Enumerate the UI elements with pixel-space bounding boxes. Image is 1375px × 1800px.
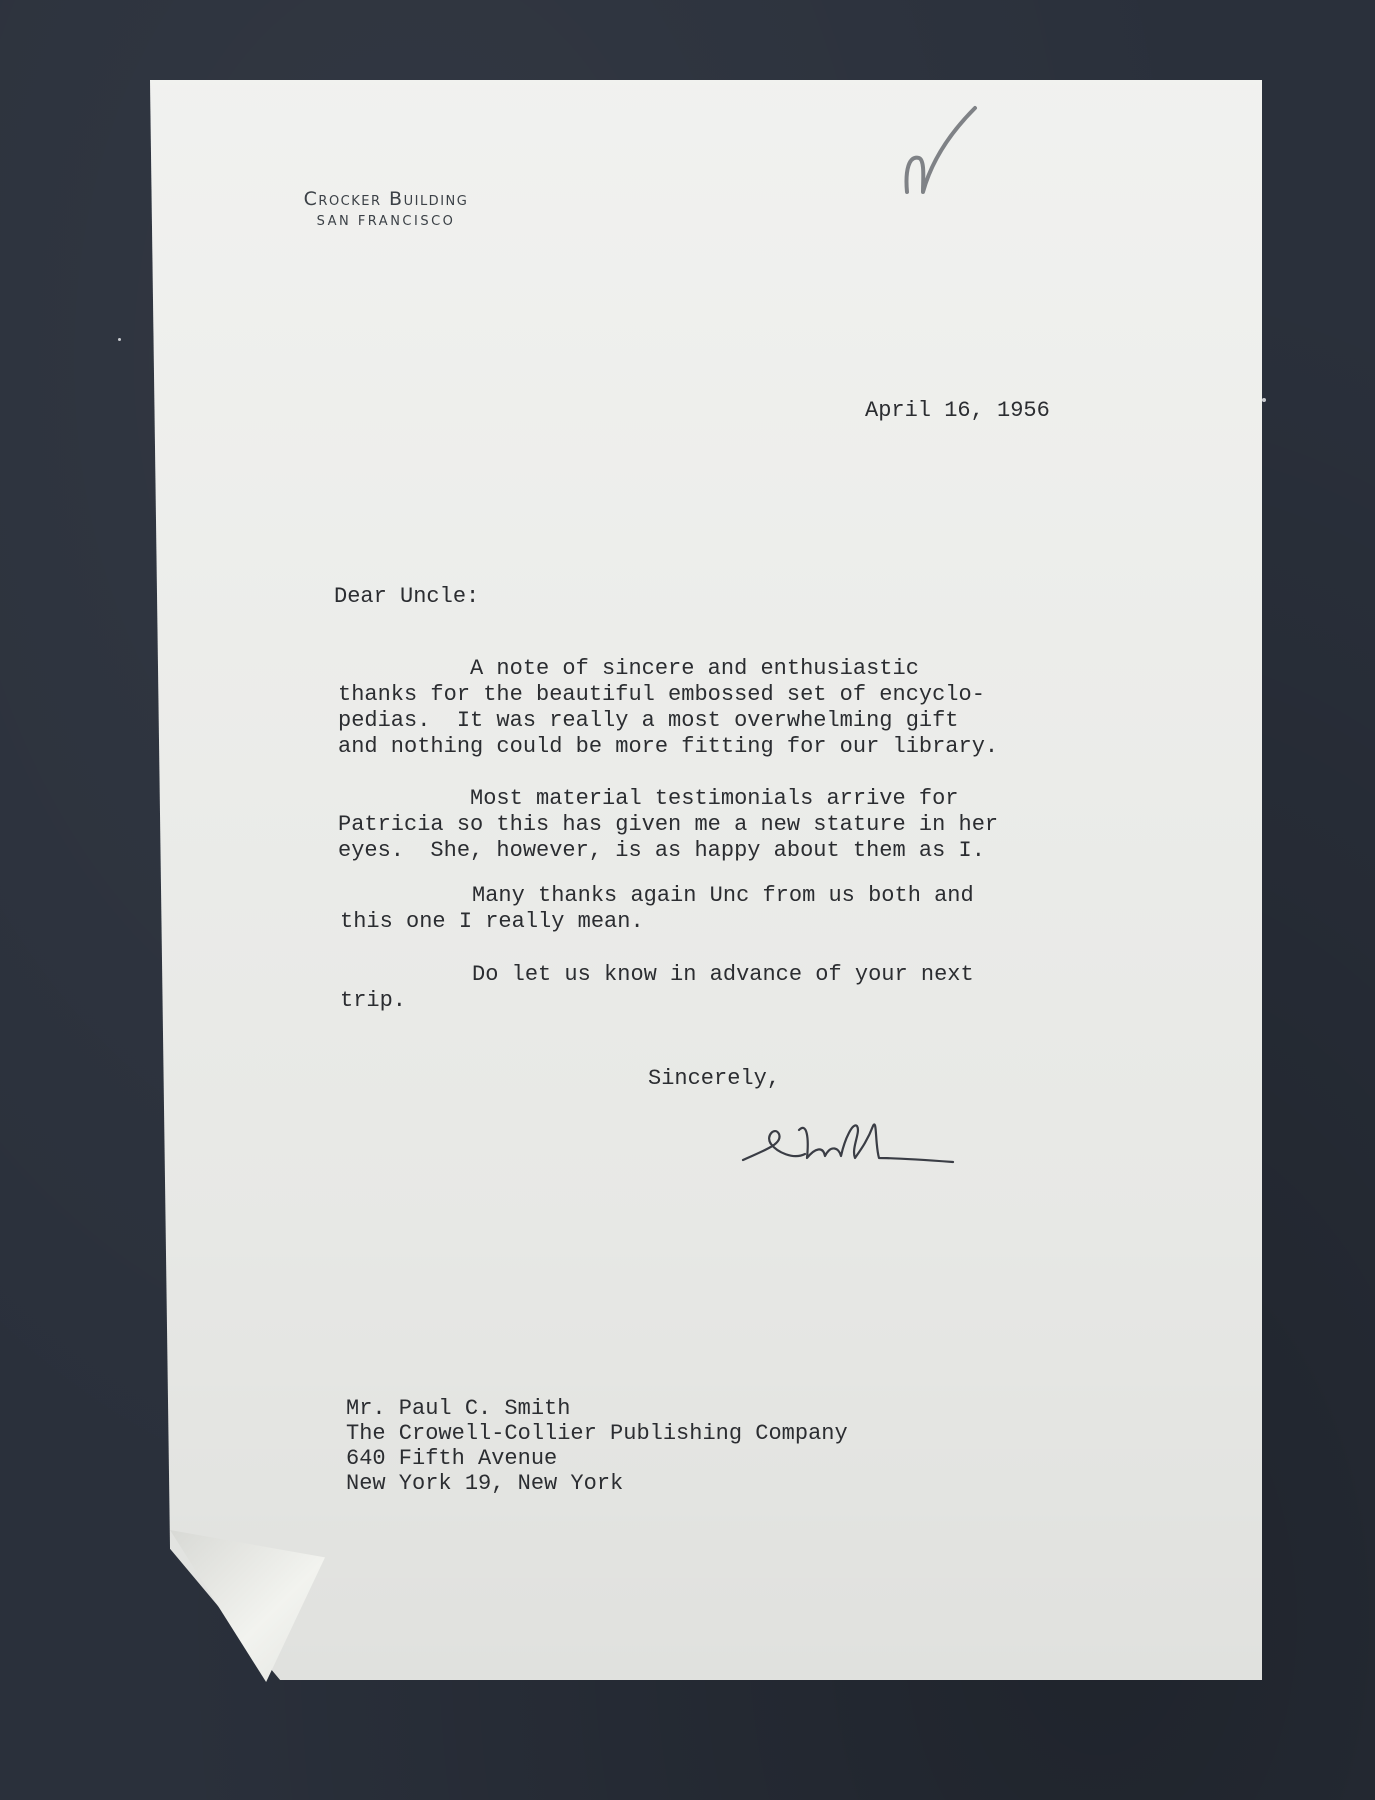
paragraph: A note of sincere and enthusiastic thanks for the beautiful embossed set of encyclo- pedias. It was really a most overwhelming gift and nothing could be more fitting for our library. — [338, 656, 999, 759]
paragraph: Do let us know in advance of your next trip. — [340, 962, 974, 1013]
paragraph: Most material testimonials arrive for Patricia so this has given me a new stature in her eyes. She, however, is as happy about them as I. — [338, 786, 999, 863]
letterhead-building: Crocker Building — [303, 188, 469, 210]
recipient-address: Mr. Paul C. Smith The Crowell-Collier Publishing Company 640 Fifth Avenue New York 19, New York — [346, 1396, 848, 1496]
handwritten-signature — [735, 1108, 960, 1178]
paragraph: Many thanks again Unc from us both and this one I really mean. — [340, 883, 974, 934]
letterhead-city: SAN FRANCISCO — [316, 214, 456, 229]
dust-speck — [118, 338, 121, 341]
salutation: Dear Uncle: — [334, 584, 480, 609]
letter-date: April 16, 1956 — [865, 398, 1050, 423]
dust-speck — [1262, 398, 1266, 402]
closing: Sincerely, — [648, 1066, 781, 1091]
pencil-mark — [895, 100, 985, 210]
letterhead — [262, 188, 510, 229]
